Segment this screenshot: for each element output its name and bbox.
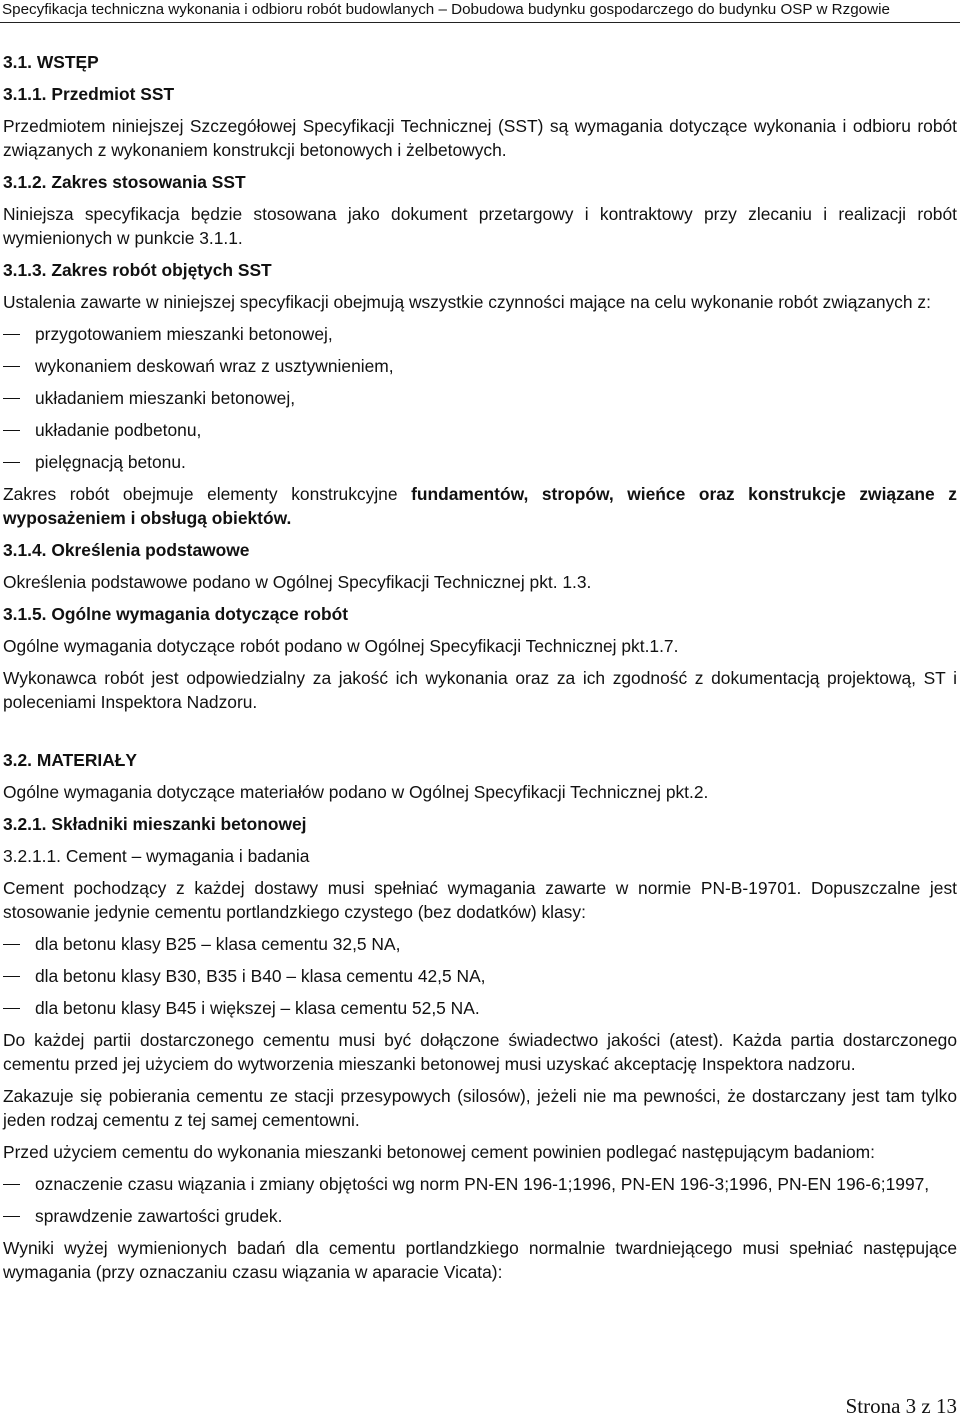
running-header: Specyfikacja techniczna wykonania i odbioru robót budowlanych – Dobudowa budynku gospodarczego do budynku OSP w Rzgowie [0,0,960,23]
paragraph-elements-scope: Zakres robót obejmuje elementy konstrukcyjne fundamentów, stropów, wieńce oraz konstrukcje związane z wyposażeniem i obsługą obiektów. [3,484,957,528]
cement-class-list [3,932,957,1020]
dash-bullet [3,1008,20,1009]
list-item: dla betonu klasy B45 i większej – klasa cementu 52,5 NA. [3,996,957,1020]
section-heading-3-1: 3.1. WSTĘP [3,52,99,72]
section-heading-3-2-1: 3.2.1. Składniki mieszanki betonowej [3,814,307,834]
list-item: przygotowaniem mieszanki betonowej, [3,322,957,346]
section-heading-3-1-4: 3.1.4. Określenia podstawowe [3,540,250,560]
cement-tests-list [3,1172,957,1228]
paragraph-definitions: Określenia podstawowe podano w Ogólnej Specyfikacji Technicznej pkt. 1.3. [3,572,592,592]
dash-bullet [3,1184,20,1185]
dash-bullet [3,1216,20,1217]
paragraph-works-scope: Ustalenia zawarte w niniejszej specyfikacji obejmują wszystkie czynności mające na celu wykonanie robót związanych z: [3,292,931,312]
section-heading-3-1-1: 3.1.1. Przedmiot SST [3,84,175,104]
section-heading-3-2: 3.2. MATERIAŁY [3,750,137,770]
paragraph-scope-of-use: Niniejsza specyfikacja będzie stosowana jako dokument przetargowy i kontraktowy przy zlecaniu i realizacji robót wymienionych w punkcie 3.1.1. [3,204,957,248]
paragraph-cement-requirements: Cement pochodzący z każdej dostawy musi spełniać wymagania zawarte w normie PN-B-19701. Dopuszczalne jest stosowanie jedynie cementu portlandzkiego czystego (bez dodatków) klasy: [3,878,957,922]
list-item: sprawdzenie zawartości grudek. [3,1204,957,1228]
dash-bullet [3,430,20,431]
paragraph-cement-tests: Przed użyciem cementu do wykonania mieszanki betonowej cement powinien podlegać następującym badaniom: [3,1142,875,1162]
section-heading-3-1-3: 3.1.3. Zakres robót objętych SST [3,260,272,280]
paragraph-test-results: Wyniki wyżej wymienionych badań dla cementu portlandzkiego normalnie twardniejącego musi spełniać następujące wymagania (przy oznaczaniu czasu wiązania w aparacie Vicata): [3,1238,957,1282]
list-item: układaniem mieszanki betonowej, [3,386,957,410]
list-item: oznaczenie czasu wiązania i zmiany objętości wg norm PN-EN 196-1;1996, PN-EN 196-3;1996, PN-EN 196-6;1997, [3,1172,957,1196]
list-item: dla betonu klasy B25 – klasa cementu 32,5 NA, [3,932,957,956]
dash-bullet [3,366,20,367]
list-item: dla betonu klasy B30, B35 i B40 – klasa cementu 42,5 NA, [3,964,957,988]
list-item: pielęgnacją betonu. [3,450,957,474]
dash-bullet [3,398,20,399]
section-heading-3-1-2: 3.1.2. Zakres stosowania SST [3,172,246,192]
dash-bullet [3,944,20,945]
section-heading-3-2-1-1: 3.2.1.1. Cement – wymagania i badania [3,846,310,866]
dash-bullet [3,976,20,977]
document-body [3,50,957,1284]
dash-bullet [3,334,20,335]
works-list [3,322,957,474]
paragraph-materials: Ogólne wymagania dotyczące materiałów podano w Ogólnej Specyfikacji Technicznej pkt.2. [3,782,709,802]
section-heading-3-1-5: 3.1.5. Ogólne wymagania dotyczące robót [3,604,349,624]
paragraph-contractor-responsibility: Wykonawca robót jest odpowiedzialny za jakość ich wykonania oraz za ich zgodność z dokumentacją projektową, ST i poleceniami Inspektora Nadzoru. [3,668,957,712]
paragraph-general-requirements: Ogólne wymagania dotyczące robót podano w Ogólnej Specyfikacji Technicznej pkt.1.7. [3,636,679,656]
list-item: układanie podbetonu, [3,418,957,442]
page-number: Strona 3 z 13 [845,1394,957,1418]
paragraph-subject: Przedmiotem niniejszej Szczegółowej Specyfikacji Technicznej (SST) są wymagania dotyczące wykonania i odbioru robót związanych z wykonaniem konstrukcji betonowych i żelbetowych. [3,116,957,160]
list-item: wykonaniem deskowań wraz z usztywnieniem, [3,354,957,378]
paragraph-cement-silos: Zakazuje się pobierania cementu ze stacji przesypowych (silosów), jeżeli nie ma pewności, że dostarczany jest tam tylko jeden rodzaj cementu z tej samej cementowni. [3,1086,957,1130]
dash-bullet [3,462,20,463]
paragraph-cement-certificate: Do każdej partii dostarczonego cementu musi być dołączone świadectwo jakości (atest). Każda partia dostarczonego cementu przed jej użyciem do wytworzenia mieszanki betonowej musi uzyskać akceptację Inspektora nadzoru. [3,1030,957,1074]
